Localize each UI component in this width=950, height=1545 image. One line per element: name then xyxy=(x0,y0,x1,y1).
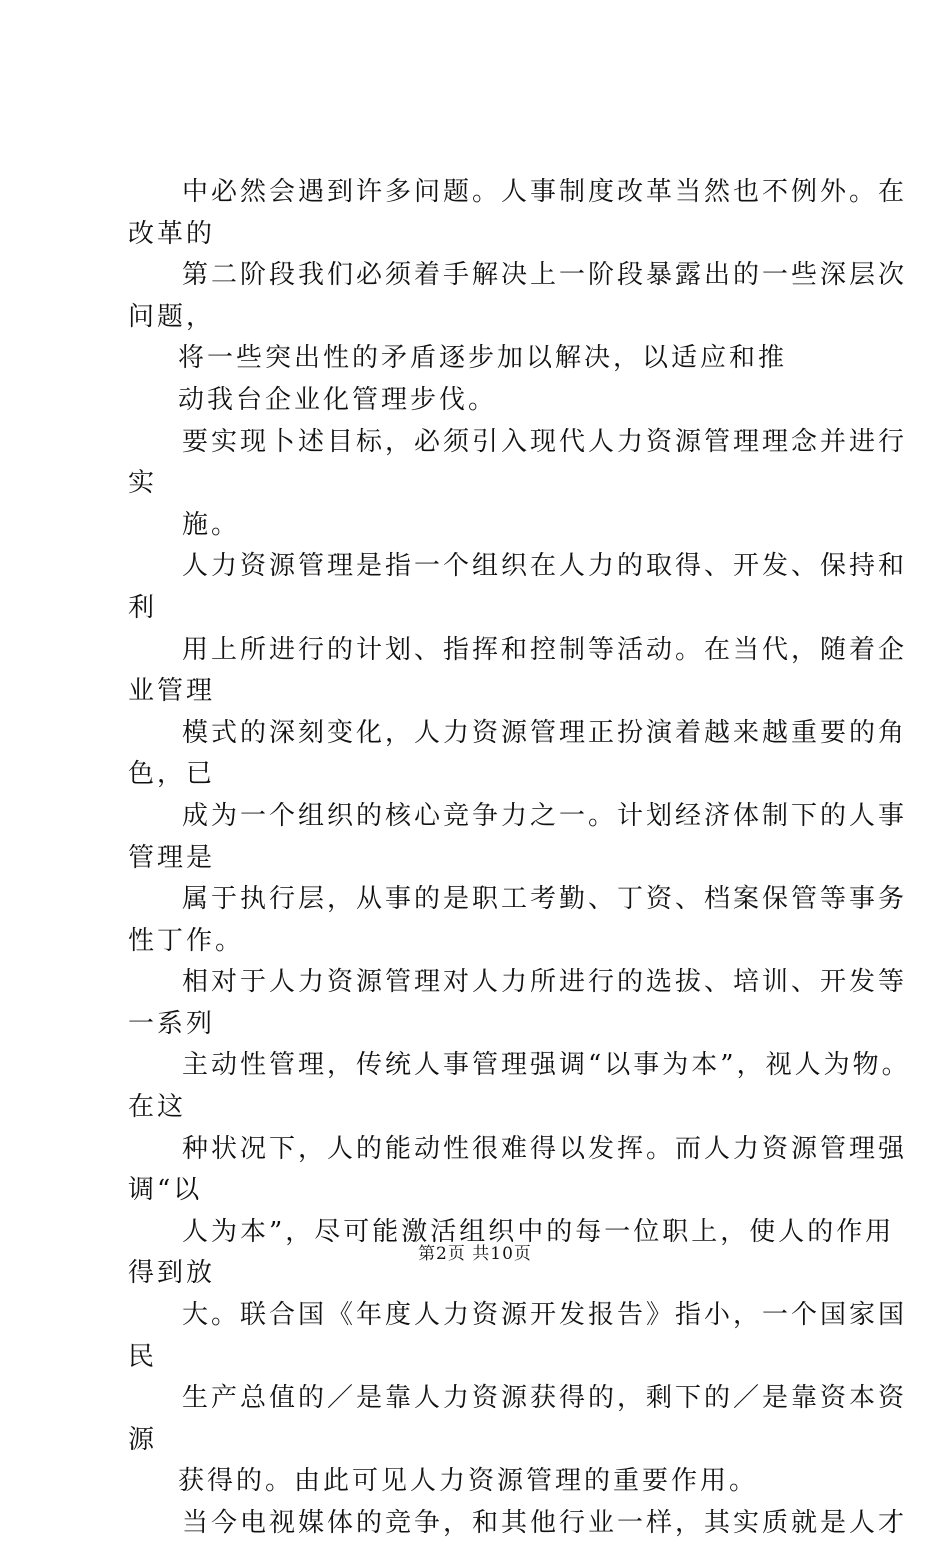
text-line: 获得的。由此可见人力资源管理的重要作用。 xyxy=(178,1466,759,1497)
text-line: 将一些突出性的矛盾逐步加以解决，以适应和推 xyxy=(178,343,788,374)
text-line: 利 xyxy=(128,592,158,623)
text-line: 当今电视媒体的竞争，和其他行业一样，其实质就是人才 xyxy=(182,1508,908,1538)
text-line: 源 xyxy=(128,1424,158,1455)
text-line: 改革的 xyxy=(128,218,216,249)
page-number-label: 第2页 共10页 xyxy=(418,1244,532,1264)
text-line: 生产总值的／是靠人力资源获得的，剩下的／是靠资本资 xyxy=(182,1383,908,1414)
text-line: 人为本”，尽可能激活组织中的每一位职上，使人的作用 xyxy=(182,1216,895,1247)
text-line: 施。 xyxy=(182,509,241,540)
text-line: 调“以 xyxy=(128,1175,203,1206)
text-line: 大。联合国《年度人力资源开发报告》指小，一个国家国 xyxy=(182,1300,908,1331)
text-line: 在这 xyxy=(128,1092,187,1123)
text-line: 相对于人力资源管理对人力所进行的选拔、培训、开发等 xyxy=(182,967,908,998)
body-text xyxy=(128,172,911,1545)
text-line: 种状况下，人的能动性很难得以发挥。而人力资源管理强 xyxy=(182,1133,908,1164)
text-line: 性丁作。 xyxy=(128,925,245,956)
text-line: 属于执行层，从事的是职工考勤、丁资、档案保管等事务 xyxy=(182,884,908,915)
text-line: 要实现卜述目标，必须引入现代人力资源管理理念并进行 xyxy=(182,426,908,457)
page-footer xyxy=(0,1243,950,1265)
text-line: 民 xyxy=(128,1341,158,1372)
text-line: 第二阶段我们必须着手解决上一阶段暴露出的一些深层次 xyxy=(182,260,908,291)
text-line: 模式的深刻变化，人力资源管理正扮演着越来越重要的角 xyxy=(182,717,908,748)
text-line: 动我台企业化管理步伐。 xyxy=(178,384,498,415)
text-line: 业管理 xyxy=(128,676,216,707)
text-line: 实 xyxy=(128,468,158,499)
text-line: 成为一个组织的核心竞争力之一。计划经济体制下的人事 xyxy=(182,800,908,831)
text-line: 问题， xyxy=(128,301,216,332)
text-line: 人力资源管理是指一个组织在人力的取得、开发、保持和 xyxy=(182,551,908,582)
text-line: 一系列 xyxy=(128,1008,216,1039)
text-line: 用上所进行的计划、指挥和控制等活动。在当代，随着企 xyxy=(182,634,908,665)
text-line: 主动性管理，传统人事管理强调“以事为本”，视人为物。 xyxy=(182,1050,911,1081)
text-line: 色，已 xyxy=(128,759,216,790)
text-line: 中必然会遇到许多问题。人事制度改革当然也不例外。在 xyxy=(182,177,908,207)
text-line: 得到放 xyxy=(128,1258,216,1289)
text-line: 管理是 xyxy=(128,842,216,873)
